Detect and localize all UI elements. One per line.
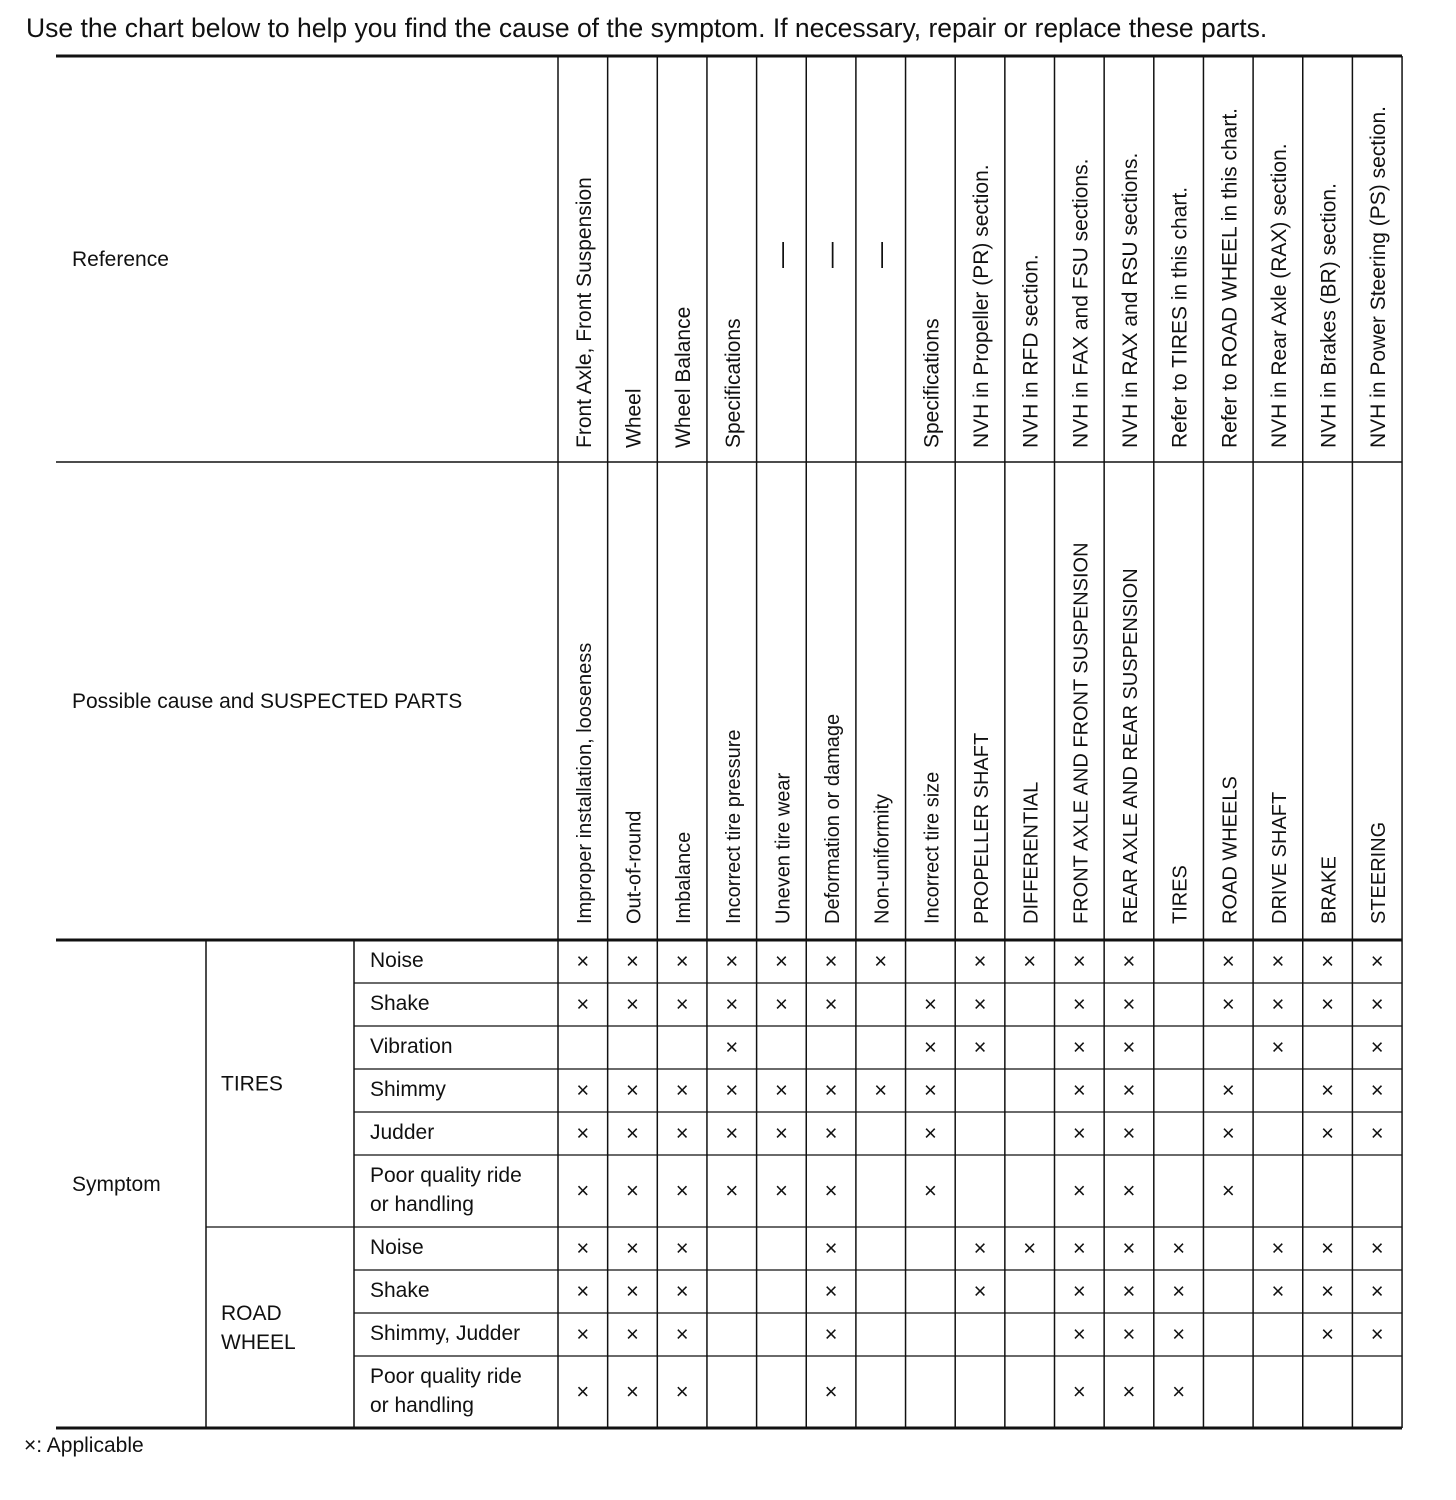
applicable-mark: × <box>1072 1034 1086 1060</box>
symptom-name: Shimmy <box>370 1078 446 1101</box>
applicable-mark: × <box>576 991 590 1017</box>
applicable-mark: × <box>824 991 838 1017</box>
applicable-mark: × <box>874 948 888 974</box>
applicable-mark: × <box>1122 1178 1136 1203</box>
applicable-mark: × <box>1122 1034 1136 1060</box>
applicable-mark: × <box>774 991 788 1017</box>
applicable-mark: × <box>973 1034 987 1060</box>
applicable-mark: × <box>1023 948 1037 974</box>
symptom-label: Symptom <box>72 1173 161 1196</box>
reference-header: Wheel Balance <box>672 306 696 448</box>
applicable-mark: × <box>1370 1321 1384 1347</box>
applicable-mark: × <box>1221 1120 1235 1146</box>
applicable-mark: × <box>1122 991 1136 1017</box>
symptom-name: Shake <box>370 1279 430 1302</box>
applicable-mark: × <box>1122 948 1136 974</box>
cause-header: DIFFERENTIAL <box>1020 781 1043 924</box>
applicable-mark: × <box>1271 1235 1285 1261</box>
applicable-mark: × <box>1221 1178 1235 1203</box>
applicable-mark: × <box>1172 1278 1186 1304</box>
applicable-mark: × <box>1172 1321 1186 1347</box>
applicable-mark: × <box>1072 1321 1086 1347</box>
group-label: WHEEL <box>221 1331 296 1354</box>
applicable-mark: × <box>1072 1379 1086 1404</box>
applicable-mark: × <box>675 1235 689 1261</box>
applicable-mark: × <box>973 991 987 1017</box>
cause-header: PROPELLER SHAFT <box>971 732 994 924</box>
applicable-mark: × <box>1072 948 1086 974</box>
applicable-mark: × <box>626 1278 639 1304</box>
applicable-mark: × <box>576 1379 590 1404</box>
symptom-name: Vibration <box>370 1035 453 1058</box>
intro-text: Use the chart below to help you find the cause of the symptom. If necessary, repair or replace these parts. <box>26 13 1268 43</box>
cause-header: Out-of-round <box>623 810 646 924</box>
applicable-mark: × <box>576 1321 590 1347</box>
applicable-mark: × <box>1321 1321 1335 1347</box>
applicable-mark: × <box>725 1077 739 1103</box>
reference-header: Specifications <box>721 318 745 448</box>
applicable-mark: × <box>1370 991 1384 1017</box>
applicable-mark: × <box>1321 1235 1335 1261</box>
applicable-mark: × <box>675 1120 689 1146</box>
applicable-mark: × <box>675 948 689 974</box>
applicable-mark: × <box>774 1077 788 1103</box>
applicable-mark: × <box>1321 991 1335 1017</box>
applicable-mark: × <box>923 1178 937 1203</box>
applicable-mark: × <box>725 1178 739 1203</box>
applicable-mark: × <box>824 1379 838 1404</box>
applicable-mark: × <box>923 991 937 1017</box>
applicable-mark: × <box>824 1120 838 1146</box>
reference-header: NVH in Rear Axle (RAX) section. <box>1267 143 1291 448</box>
applicable-mark: × <box>626 1077 639 1103</box>
applicable-mark: × <box>1271 948 1285 974</box>
symptom-name: Poor quality ride <box>370 1365 522 1388</box>
reference-label: Reference <box>72 248 169 271</box>
group-label: TIRES <box>221 1072 283 1096</box>
cause-header: Non-uniformity <box>871 793 894 924</box>
applicable-mark: × <box>576 1120 590 1146</box>
cause-header: REAR AXLE AND REAR SUSPENSION <box>1119 568 1142 924</box>
applicable-mark: × <box>1321 1120 1335 1146</box>
applicable-mark: × <box>725 991 739 1017</box>
symptom-name: Shake <box>370 992 430 1015</box>
applicable-mark: × <box>1072 1278 1086 1304</box>
reference-header: — <box>765 242 796 268</box>
applicable-mark: × <box>576 1235 590 1261</box>
applicable-mark: × <box>1172 1379 1186 1404</box>
applicable-mark: × <box>973 1235 987 1261</box>
reference-header: Refer to TIRES in this chart. <box>1168 186 1192 448</box>
cause-header: Imbalance <box>673 831 696 924</box>
symptom-name: Shimmy, Judder <box>370 1322 521 1345</box>
reference-header: Refer to ROAD WHEEL in this chart. <box>1218 108 1242 448</box>
applicable-mark: × <box>1321 1278 1335 1304</box>
symptom-name: Poor quality ride <box>370 1164 522 1187</box>
applicable-mark: × <box>1072 1077 1086 1103</box>
reference-header: NVH in RAX and RSU sections. <box>1118 152 1142 448</box>
cause-header: TIRES <box>1169 865 1192 924</box>
reference-header: NVH in FAX and FSU sections. <box>1069 158 1093 448</box>
applicable-mark: × <box>675 991 689 1017</box>
cause-header: ROAD WHEELS <box>1219 776 1242 924</box>
reference-header: Specifications <box>920 318 944 448</box>
cause-header: Deformation or damage <box>822 713 845 924</box>
applicable-mark: × <box>1271 1278 1285 1304</box>
applicable-mark: × <box>1370 1077 1384 1103</box>
applicable-mark: × <box>725 948 739 974</box>
applicable-mark: × <box>824 1178 838 1203</box>
cause-header: STEERING <box>1368 821 1391 924</box>
applicable-mark: × <box>626 1321 639 1347</box>
applicable-mark: × <box>824 1321 838 1347</box>
applicable-mark: × <box>626 1235 639 1261</box>
reference-header: Front Axle, Front Suspension <box>572 177 596 448</box>
applicable-mark: × <box>973 1278 987 1304</box>
applicable-mark: × <box>626 1379 639 1404</box>
reference-header: NVH in Brakes (BR) section. <box>1317 183 1341 448</box>
cause-header: FRONT AXLE AND FRONT SUSPENSION <box>1070 542 1093 924</box>
applicable-mark: × <box>774 1120 788 1146</box>
applicable-mark: × <box>1122 1077 1136 1103</box>
reference-header: NVH in Power Steering (PS) section. <box>1367 106 1391 448</box>
legend-text: ×: Applicable <box>24 1434 144 1457</box>
applicable-mark: × <box>1122 1235 1136 1261</box>
applicable-mark: × <box>626 1178 639 1203</box>
applicable-mark: × <box>774 1178 788 1203</box>
applicable-mark: × <box>923 1120 937 1146</box>
cause-header: Incorrect tire pressure <box>722 729 745 924</box>
applicable-mark: × <box>626 991 639 1017</box>
reference-header: NVH in Propeller (PR) section. <box>970 164 994 448</box>
applicable-mark: × <box>1072 1178 1086 1203</box>
applicable-mark: × <box>1370 948 1384 974</box>
applicable-mark: × <box>576 1077 590 1103</box>
reference-header: — <box>864 242 895 268</box>
applicable-mark: × <box>923 1034 937 1060</box>
applicable-mark: × <box>1370 1278 1384 1304</box>
applicable-mark: × <box>1122 1379 1136 1404</box>
reference-header: — <box>815 242 846 268</box>
applicable-mark: × <box>675 1278 689 1304</box>
applicable-mark: × <box>774 948 788 974</box>
symptom-name: Judder <box>370 1121 435 1144</box>
applicable-mark: × <box>1221 991 1235 1017</box>
applicable-mark: × <box>973 948 987 974</box>
reference-header: Wheel <box>622 388 646 448</box>
applicable-mark: × <box>824 1235 838 1261</box>
applicable-mark: × <box>1370 1235 1384 1261</box>
applicable-mark: × <box>1122 1278 1136 1304</box>
applicable-mark: × <box>576 1178 590 1203</box>
cause-header: Incorrect tire size <box>921 771 944 924</box>
applicable-mark: × <box>725 1120 739 1146</box>
applicable-mark: × <box>1023 1235 1037 1261</box>
applicable-mark: × <box>874 1077 888 1103</box>
applicable-mark: × <box>923 1077 937 1103</box>
applicable-mark: × <box>1370 1120 1384 1146</box>
applicable-mark: × <box>1321 948 1335 974</box>
applicable-mark: × <box>1072 1235 1086 1261</box>
applicable-mark: × <box>1072 991 1086 1017</box>
applicable-mark: × <box>576 1278 590 1304</box>
applicable-mark: × <box>1370 1034 1384 1060</box>
applicable-mark: × <box>1221 948 1235 974</box>
applicable-mark: × <box>675 1178 689 1203</box>
applicable-mark: × <box>626 1120 639 1146</box>
possible-cause-label: Possible cause and SUSPECTED PARTS <box>72 690 463 713</box>
applicable-mark: × <box>1172 1235 1186 1261</box>
cause-header: BRAKE <box>1318 856 1341 924</box>
applicable-mark: × <box>1321 1077 1335 1103</box>
applicable-mark: × <box>626 948 639 974</box>
applicable-mark: × <box>1271 991 1285 1017</box>
applicable-mark: × <box>675 1321 689 1347</box>
applicable-mark: × <box>675 1077 689 1103</box>
applicable-mark: × <box>1122 1321 1136 1347</box>
applicable-mark: × <box>824 1077 838 1103</box>
reference-header: NVH in RFD section. <box>1019 254 1043 448</box>
cause-header: Improper installation, looseness <box>573 642 596 924</box>
applicable-mark: × <box>1221 1077 1235 1103</box>
applicable-mark: × <box>824 948 838 974</box>
applicable-mark: × <box>675 1379 689 1404</box>
applicable-mark: × <box>1072 1120 1086 1146</box>
symptom-name: Noise <box>370 1236 424 1259</box>
symptom-name: Noise <box>370 949 424 972</box>
applicable-mark: × <box>576 948 590 974</box>
applicable-mark: × <box>1122 1120 1136 1146</box>
applicable-mark: × <box>824 1278 838 1304</box>
applicable-mark: × <box>725 1034 739 1060</box>
symptom-name: or handling <box>370 1394 474 1417</box>
cause-header: DRIVE SHAFT <box>1268 791 1291 924</box>
cause-header: Uneven tire wear <box>772 772 795 924</box>
applicable-mark: × <box>1271 1034 1285 1060</box>
group-label: ROAD <box>221 1302 282 1325</box>
symptom-name: or handling <box>370 1193 474 1216</box>
